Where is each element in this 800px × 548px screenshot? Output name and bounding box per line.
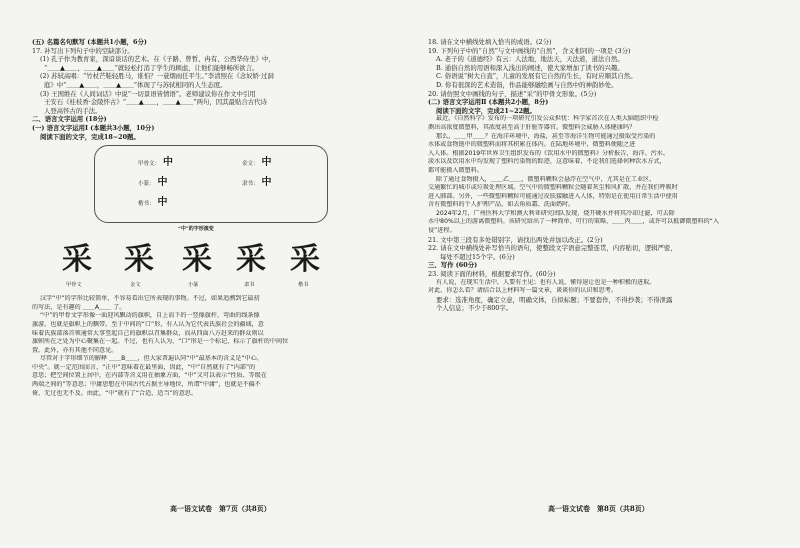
text-line: 22. 请在文中横线处补写恰当的语句，使整段文字语意完整连贯，内容贴切，逻辑严密， bbox=[428, 244, 677, 253]
text-line: 23. 阅读下面的材料，根据要求写作。(60分) bbox=[428, 270, 556, 279]
page-8-footer: 高一语文试卷 第8页（共8页） bbox=[548, 504, 649, 513]
text-line: 侵”进程。 bbox=[428, 227, 456, 235]
passage-line: 旗游，也就是旗帜上的飘带。至于中间的“口”形，有人认为它代表氏族社会的疆域，意 bbox=[32, 320, 264, 328]
text-line: 19. 下列句子中的“自然”与文中画线的“自然”，含义相同的一项是 (3分) bbox=[428, 46, 631, 55]
passage-line: 倚，无过也无不及。由此，“中”就有了“合适、适当”的意思。 bbox=[32, 389, 197, 397]
zhong-evolution-figure bbox=[94, 145, 326, 241]
text-line: 庭》中“＿＿▲＿＿，＿＿▲＿＿”体现了与苏轼相同的人生态度。 bbox=[44, 80, 227, 89]
text-line: 对此，你怎么看？请结合以上材料写一篇文章，谈谈你的认识和思考。 bbox=[428, 287, 617, 295]
text-line: 测出高浓度微塑料，其浓度甚至高于肝脏等器官。微塑料会威胁人体健康吗？ bbox=[428, 123, 636, 131]
text-line: (3) 王国维在《人间词话》中说“一切景语皆情语”。老师建议你在作文中引用 bbox=[40, 89, 256, 98]
passage-line: 尽管对于字形细节的解释 ＿＿B＿＿，但大家普遍认同“中”最基本的含义是“中心、 bbox=[40, 355, 263, 363]
text-line: 水中80%以上的游离微塑料。该研究给出了一种简单、可行的策略，＿＿丙＿＿，或许可以抵御微塑料的“入 bbox=[428, 218, 719, 226]
text-line: (1) 孔子作为教育家，深谙谈话的艺术。在《子路、曾皙、冉有、公西华侍坐》中， bbox=[40, 55, 275, 64]
text-line: (2) 苏轼高唱：“竹杖芒鞋轻胜马，谁怕？一蓑烟雨任平生。”李清照在《念奴娇·过洞 bbox=[40, 72, 274, 81]
text-line: 18. 请在文中横线处填入恰当的成语。(2分) bbox=[428, 38, 552, 46]
text-line: 入人体。根据2019年世界卫生组织发布的《饮用水中的微塑料》分析报告，海洋、污水、 bbox=[428, 149, 669, 157]
text-line: 2024年2月，广州医科大学和澳大利亚研究团队发现，烧开硬水并将其冷却过滤，可去除 bbox=[436, 209, 675, 217]
text-line: 含有微塑料的个人护理产品，如去角质霜、洗面奶时。 bbox=[428, 201, 575, 209]
cai-label: 小篆 bbox=[188, 282, 199, 289]
passage-line: “中”的甲骨文字形像一面迎风飘动的旗帜，自上而下的一竖像旗杆，弯曲的线条像 bbox=[40, 312, 260, 320]
text-line: 三、写作 (60分) bbox=[428, 261, 478, 270]
page-8-text bbox=[428, 38, 778, 313]
figure-frame bbox=[94, 145, 328, 223]
text-line: 交通繁忙的城市或垃圾处理区域。空气中的微塑料颗粒会随着灰尘和风扩散，并在我们呼吸时 bbox=[428, 184, 678, 192]
passage-line: 的写法，是有趣的 ＿＿A＿＿ 了。 bbox=[32, 303, 126, 311]
text-line: 最近，《自然科学》发布的一项研究引发公众担忧：科学家首次在人类大脑组织中检 bbox=[436, 115, 659, 123]
text-line: 淡水以及饮用水中均发现了塑料污染物的踪迹，这意味着，不论我们选择何种饮水方式， bbox=[428, 158, 666, 166]
text-line: 21. 文中第三段有多处错别字，请找出两处并加以改正。(2分) bbox=[428, 235, 603, 244]
cai-glyph: 采 bbox=[62, 242, 92, 278]
cai-glyph: 采 bbox=[236, 242, 266, 278]
text-line: (一) 语言文字运用Ⅰ (本题共3小题，10分) bbox=[32, 123, 155, 132]
figure-cell: 金文： 中 bbox=[242, 157, 272, 169]
text-line: C. 俗语说“树大自直”，儿童的发展有它自然的生长，有时应顺其自然。 bbox=[436, 72, 637, 81]
text-line: D. 你有很深的艺术造诣，作品能够融绘画与自然中的神韵妙处。 bbox=[436, 80, 618, 89]
text-line: (五) 名篇名句默写 (本题共1小题，6分) bbox=[32, 38, 147, 46]
text-line: A. 老子的《道德经》有云：人法地，地法天，天法道，道法自然。 bbox=[436, 55, 624, 64]
passage-line: 置。此外，亦有其他不同意见。 bbox=[32, 346, 118, 354]
cai-label: 隶书 bbox=[244, 282, 255, 289]
text-line: “＿＿▲＿＿，＿＿▲＿＿”就轻松打消了学生的顾虑，让他们能够畅所欲言。 bbox=[44, 63, 259, 72]
passage-line: 两端之间的”等意思；中庸思想在中国古代占据主导地位，所谓“中庸”，也就是不偏不 bbox=[32, 381, 261, 389]
text-line: 水体或食物链中的微塑料而将其积累在体内。在陆地环境中，微塑料便随之进 bbox=[428, 141, 636, 149]
passage-line: 味着氏族部落首领通常大事竖起自己的旗帜以召集群众，而从四面八方赶来的群众则以 bbox=[32, 329, 264, 337]
passage-line: 汉字“中”的字形比较简单，不容易看出它所表现的事物。不过，如果追溯到它最初 bbox=[40, 295, 260, 303]
passage-line: 中央”。就一定范围而言，“正中”意味着在最里面，因此，“中”自然就有了“内部”的 bbox=[32, 363, 256, 371]
page-7 bbox=[32, 38, 397, 398]
text-line: 个人信息；不少于800字。 bbox=[436, 304, 513, 313]
text-line: 王安石《桂枝香·金陵怀古》“＿＿▲＿＿，＿＿▲＿＿”两句，因其最贴合古代诗 bbox=[44, 98, 267, 107]
page-7-text-passage bbox=[32, 295, 397, 398]
text-line: 要求：选准角度，确定立意，明确文体，自拟标题；不要套作，不得抄袭；不得泄露 bbox=[436, 295, 673, 304]
cai-glyph: 采 bbox=[124, 242, 154, 278]
figure-cell: 楷书： 中 bbox=[138, 197, 168, 209]
cai-label: 甲骨文 bbox=[66, 282, 82, 289]
text-line: 除了通过食物摄入，＿＿乙＿＿，微塑料颗粒会悬浮在空气中，尤其是在工业区、 bbox=[436, 175, 656, 183]
page-7-footer: 高一语文试卷 第7页（共8页） bbox=[170, 504, 271, 513]
text-line: 17. 补写出下列句子中的空缺部分。 bbox=[32, 46, 134, 55]
text-line: 每处不超过15个字。(6分) bbox=[440, 252, 515, 261]
text-line: 有人说，在现实生活中，人要有主见；也有人说，懂得退让也是一种积极的进取。 bbox=[436, 278, 656, 286]
text-line: 阅读下面的文字，完成21~22题。 bbox=[436, 106, 536, 115]
text-line: 20. 请仿照文中画线的句子，描述“采”的甲骨文形象。(5分) bbox=[428, 89, 597, 98]
figure-cell: 小篆： 中 bbox=[138, 177, 168, 189]
figure-cell: 隶书： 中 bbox=[242, 177, 272, 189]
text-line: 进入肺部。另外，一些微塑料颗粒可能通过皮肤接触进入人体，特别是在使用日常生活中使用 bbox=[428, 192, 678, 200]
text-line: 都可能摄入微塑料。 bbox=[428, 166, 483, 174]
passage-line: 旗帜所在之处为中心聚集在一起。不过，也有人认为，“口”形是一个标记，标示了旗杆的中间位 bbox=[32, 338, 289, 346]
page-7-text-top bbox=[32, 38, 397, 141]
text-line: 人登高怀古的手法。 bbox=[44, 106, 102, 115]
text-line: B. 通俗自然的用语和深入浅出的阐述，使大家增加了读书的兴趣。 bbox=[436, 63, 624, 72]
cai-label: 楷书 bbox=[298, 282, 309, 289]
text-line: (二) 语言文字运用Ⅱ (本题共2小题，8分) bbox=[428, 98, 549, 107]
figure-caption: “中”的字形演变 bbox=[178, 226, 214, 233]
cai-glyph: 采 bbox=[182, 242, 212, 278]
figure-cell: 甲骨文： 中 bbox=[138, 157, 174, 169]
cai-glyph: 采 bbox=[290, 242, 320, 278]
page-8 bbox=[428, 38, 778, 313]
cai-evolution-row bbox=[32, 243, 397, 293]
text-line: 阅读下面的文字，完成18~20题。 bbox=[40, 132, 140, 141]
passage-line: 意思；把空间位置上居中，在内部等含义用在抽象方面，“中”又可以表示“性质、等级在 bbox=[32, 372, 267, 380]
text-line: 二、语言文字运用 (18分) bbox=[32, 115, 107, 124]
cai-label: 金文 bbox=[130, 282, 141, 289]
text-line: 那么，＿＿甲＿＿？在海洋环境中，海盐，甚至等海洋生物可能通过摄取受污染的 bbox=[436, 132, 656, 140]
